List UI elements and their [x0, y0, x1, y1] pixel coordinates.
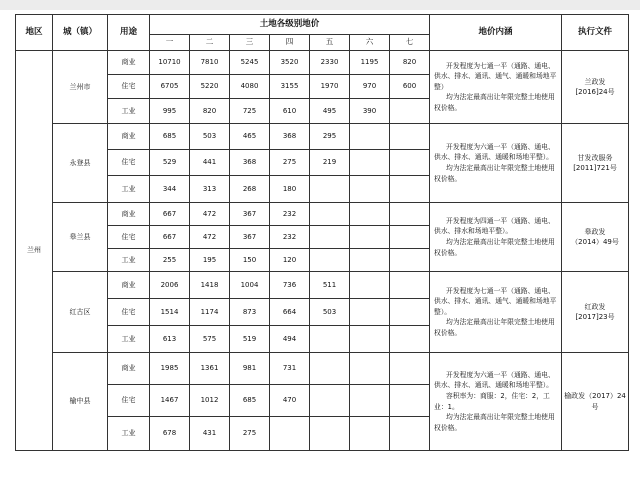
- doc-text: [2016]24号: [575, 88, 615, 96]
- use-cell: 住宅: [108, 226, 150, 249]
- use-cell: 工业: [108, 176, 150, 203]
- price-cell: 1970: [310, 75, 350, 99]
- price-cell: [310, 417, 350, 451]
- header-doc: 执行文件: [562, 15, 629, 51]
- price-cell: 529: [150, 150, 190, 176]
- use-cell: 工业: [108, 249, 150, 272]
- price-cell: 970: [350, 75, 390, 99]
- price-cell: [390, 150, 430, 176]
- price-cell: 667: [150, 203, 190, 226]
- price-cell: 667: [150, 226, 190, 249]
- use-cell: 工业: [108, 326, 150, 353]
- price-cell: 820: [390, 51, 430, 75]
- table-header: [16, 15, 629, 51]
- connotation-text: 均为法定最高出让年限完整土地使用权价格。: [434, 93, 555, 112]
- price-cell: [310, 203, 350, 226]
- price-cell: 519: [230, 326, 270, 353]
- price-cell: [390, 176, 430, 203]
- price-cell: 5245: [230, 51, 270, 75]
- price-cell: 368: [270, 124, 310, 150]
- price-cell: 10710: [150, 51, 190, 75]
- price-cell: 232: [270, 203, 310, 226]
- price-cell: [270, 417, 310, 451]
- price-cell: [350, 124, 390, 150]
- use-cell: 住宅: [108, 299, 150, 326]
- header-level: 二: [190, 35, 230, 51]
- price-cell: [350, 150, 390, 176]
- connotation-text: 均为法定最高出让年限完整土地使用权价格。: [434, 164, 555, 183]
- price-cell: 195: [190, 249, 230, 272]
- header-region: 地区: [16, 15, 53, 51]
- doc-cell: [562, 203, 629, 272]
- connotation-cell: [430, 124, 562, 203]
- price-cell: 495: [310, 99, 350, 124]
- price-cell: [390, 299, 430, 326]
- price-cell: 494: [270, 326, 310, 353]
- connotation-text: 开发程度为六通一平（通路、通电、供水、排水、通讯、通暖和场地平整）。: [434, 142, 555, 162]
- price-cell: [390, 272, 430, 299]
- use-cell: 商业: [108, 124, 150, 150]
- price-cell: 3155: [270, 75, 310, 99]
- price-cell: 995: [150, 99, 190, 124]
- price-cell: 367: [230, 203, 270, 226]
- price-cell: [390, 99, 430, 124]
- price-cell: 685: [230, 385, 270, 417]
- price-cell: 2006: [150, 272, 190, 299]
- doc-text: 皋政发: [584, 227, 606, 236]
- price-cell: 731: [270, 353, 310, 385]
- price-cell: [390, 124, 430, 150]
- price-cell: 3520: [270, 51, 310, 75]
- price-cell: 232: [270, 226, 310, 249]
- header-level: 一: [150, 35, 190, 51]
- doc-text: [2017]23号: [575, 313, 615, 321]
- price-cell: 610: [270, 99, 310, 124]
- table-row: [16, 124, 629, 150]
- connotation-cell: [430, 272, 562, 353]
- price-cell: 368: [230, 150, 270, 176]
- price-cell: 600: [390, 75, 430, 99]
- table-row: [16, 51, 629, 75]
- price-cell: 6705: [150, 75, 190, 99]
- price-cell: 503: [190, 124, 230, 150]
- connotation-text: 均为法定最高出让年限完整土地使用权价格。: [434, 318, 555, 337]
- price-cell: 1467: [150, 385, 190, 417]
- price-cell: [310, 326, 350, 353]
- use-cell: 商业: [108, 353, 150, 385]
- price-cell: 1174: [190, 299, 230, 326]
- price-cell: [390, 249, 430, 272]
- table-row: [16, 203, 629, 226]
- price-cell: 470: [270, 385, 310, 417]
- header-use: 用途: [108, 15, 150, 51]
- price-cell: 511: [310, 272, 350, 299]
- header-level: 三: [230, 35, 270, 51]
- connotation-text: 开发程度为六通一平（通路、通电、供水、排水、通讯、通暖和场地平整）。: [434, 370, 555, 390]
- price-cell: 7810: [190, 51, 230, 75]
- price-cell: 431: [190, 417, 230, 451]
- price-cell: [390, 417, 430, 451]
- land-price-table: [15, 14, 629, 451]
- use-cell: 工业: [108, 99, 150, 124]
- table-body: [16, 51, 629, 451]
- price-cell: 344: [150, 176, 190, 203]
- price-cell: 820: [190, 99, 230, 124]
- price-cell: 275: [230, 417, 270, 451]
- header-level: 五: [310, 35, 350, 51]
- price-cell: [350, 385, 390, 417]
- price-cell: 1514: [150, 299, 190, 326]
- doc-text: 甘发改服务: [577, 153, 613, 162]
- header-price-group: 土地各级别地价: [150, 15, 430, 35]
- price-cell: 390: [350, 99, 390, 124]
- price-cell: [310, 385, 350, 417]
- price-cell: 736: [270, 272, 310, 299]
- doc-cell: [562, 272, 629, 353]
- connotation-text: 开发程度为七通一平（通路、通电、供水、排水、通讯、通气、通暖和场地平整）: [434, 61, 557, 91]
- doc-cell: [562, 124, 629, 203]
- price-cell: [350, 272, 390, 299]
- price-cell: [350, 326, 390, 353]
- price-cell: [350, 203, 390, 226]
- use-cell: 商业: [108, 51, 150, 75]
- doc-text: （2014）49号: [571, 238, 619, 246]
- price-cell: 219: [310, 150, 350, 176]
- header-level: 六: [350, 35, 390, 51]
- price-cell: 472: [190, 203, 230, 226]
- price-cell: 4080: [230, 75, 270, 99]
- doc-cell: [562, 353, 629, 451]
- header-city: 城（镇）: [53, 15, 108, 51]
- price-cell: 268: [230, 176, 270, 203]
- price-cell: [350, 299, 390, 326]
- doc-cell: [562, 51, 629, 124]
- doc-text: 榆政发（2017）24号: [564, 392, 626, 411]
- price-cell: 2330: [310, 51, 350, 75]
- price-cell: 180: [270, 176, 310, 203]
- price-cell: [310, 176, 350, 203]
- price-cell: 664: [270, 299, 310, 326]
- price-cell: [390, 326, 430, 353]
- price-cell: [350, 226, 390, 249]
- region-cell: 兰州: [16, 51, 53, 451]
- price-cell: 503: [310, 299, 350, 326]
- price-cell: [390, 385, 430, 417]
- connotation-text: 均为法定最高出让年限完整土地使用权价格。: [434, 413, 555, 432]
- price-cell: [310, 353, 350, 385]
- connotation-cell: [430, 203, 562, 272]
- price-cell: [350, 176, 390, 203]
- doc-text: 红政发: [584, 302, 606, 311]
- table-row: [16, 353, 629, 385]
- city-cell: 皋兰县: [53, 203, 108, 272]
- price-cell: 275: [270, 150, 310, 176]
- connotation-cell: [430, 353, 562, 451]
- price-cell: 1004: [230, 272, 270, 299]
- use-cell: 住宅: [108, 75, 150, 99]
- price-cell: [350, 353, 390, 385]
- price-cell: 575: [190, 326, 230, 353]
- price-cell: 472: [190, 226, 230, 249]
- price-cell: 1195: [350, 51, 390, 75]
- price-cell: 678: [150, 417, 190, 451]
- price-cell: 1012: [190, 385, 230, 417]
- price-cell: 725: [230, 99, 270, 124]
- use-cell: 住宅: [108, 150, 150, 176]
- price-cell: 981: [230, 353, 270, 385]
- price-cell: 5220: [190, 75, 230, 99]
- connotation-text: 开发程度为四通一平（通路、通电、供水、排水和场地平整）。: [434, 216, 555, 236]
- price-cell: 1361: [190, 353, 230, 385]
- price-cell: 255: [150, 249, 190, 272]
- use-cell: 商业: [108, 272, 150, 299]
- city-cell: 榆中县: [53, 353, 108, 451]
- price-cell: [390, 353, 430, 385]
- price-cell: 441: [190, 150, 230, 176]
- city-cell: 兰州市: [53, 51, 108, 124]
- price-cell: 367: [230, 226, 270, 249]
- price-cell: 465: [230, 124, 270, 150]
- price-cell: 613: [150, 326, 190, 353]
- price-cell: [310, 226, 350, 249]
- price-cell: 1985: [150, 353, 190, 385]
- top-bar: [0, 0, 640, 10]
- use-cell: 工业: [108, 417, 150, 451]
- header-level: 四: [270, 35, 310, 51]
- connotation-text: 均为法定最高出让年限完整土地使用权价格。: [434, 238, 555, 257]
- doc-text: 兰政发: [584, 77, 606, 86]
- city-cell: 永登县: [53, 124, 108, 203]
- price-cell: 685: [150, 124, 190, 150]
- header-level: 七: [390, 35, 430, 51]
- connotation-text: 开发程度为七通一平（通路、通电、供水、排水、通讯、通气、通暖和场地平整）。: [434, 286, 557, 316]
- price-cell: 295: [310, 124, 350, 150]
- city-cell: 红古区: [53, 272, 108, 353]
- price-cell: [350, 249, 390, 272]
- doc-text: [2011]721号: [573, 164, 617, 172]
- price-cell: [310, 249, 350, 272]
- table-row: [16, 272, 629, 299]
- connotation-cell: [430, 51, 562, 124]
- price-cell: 873: [230, 299, 270, 326]
- price-cell: 120: [270, 249, 310, 272]
- connotation-text: 容积率为：商服：2，住宅：2，工业：1。: [434, 391, 550, 411]
- price-cell: 313: [190, 176, 230, 203]
- use-cell: 住宅: [108, 385, 150, 417]
- use-cell: 商业: [108, 203, 150, 226]
- header-connotation: 地价内涵: [430, 15, 562, 51]
- price-cell: [390, 226, 430, 249]
- price-cell: 1418: [190, 272, 230, 299]
- price-cell: [390, 203, 430, 226]
- price-cell: [350, 417, 390, 451]
- price-cell: 150: [230, 249, 270, 272]
